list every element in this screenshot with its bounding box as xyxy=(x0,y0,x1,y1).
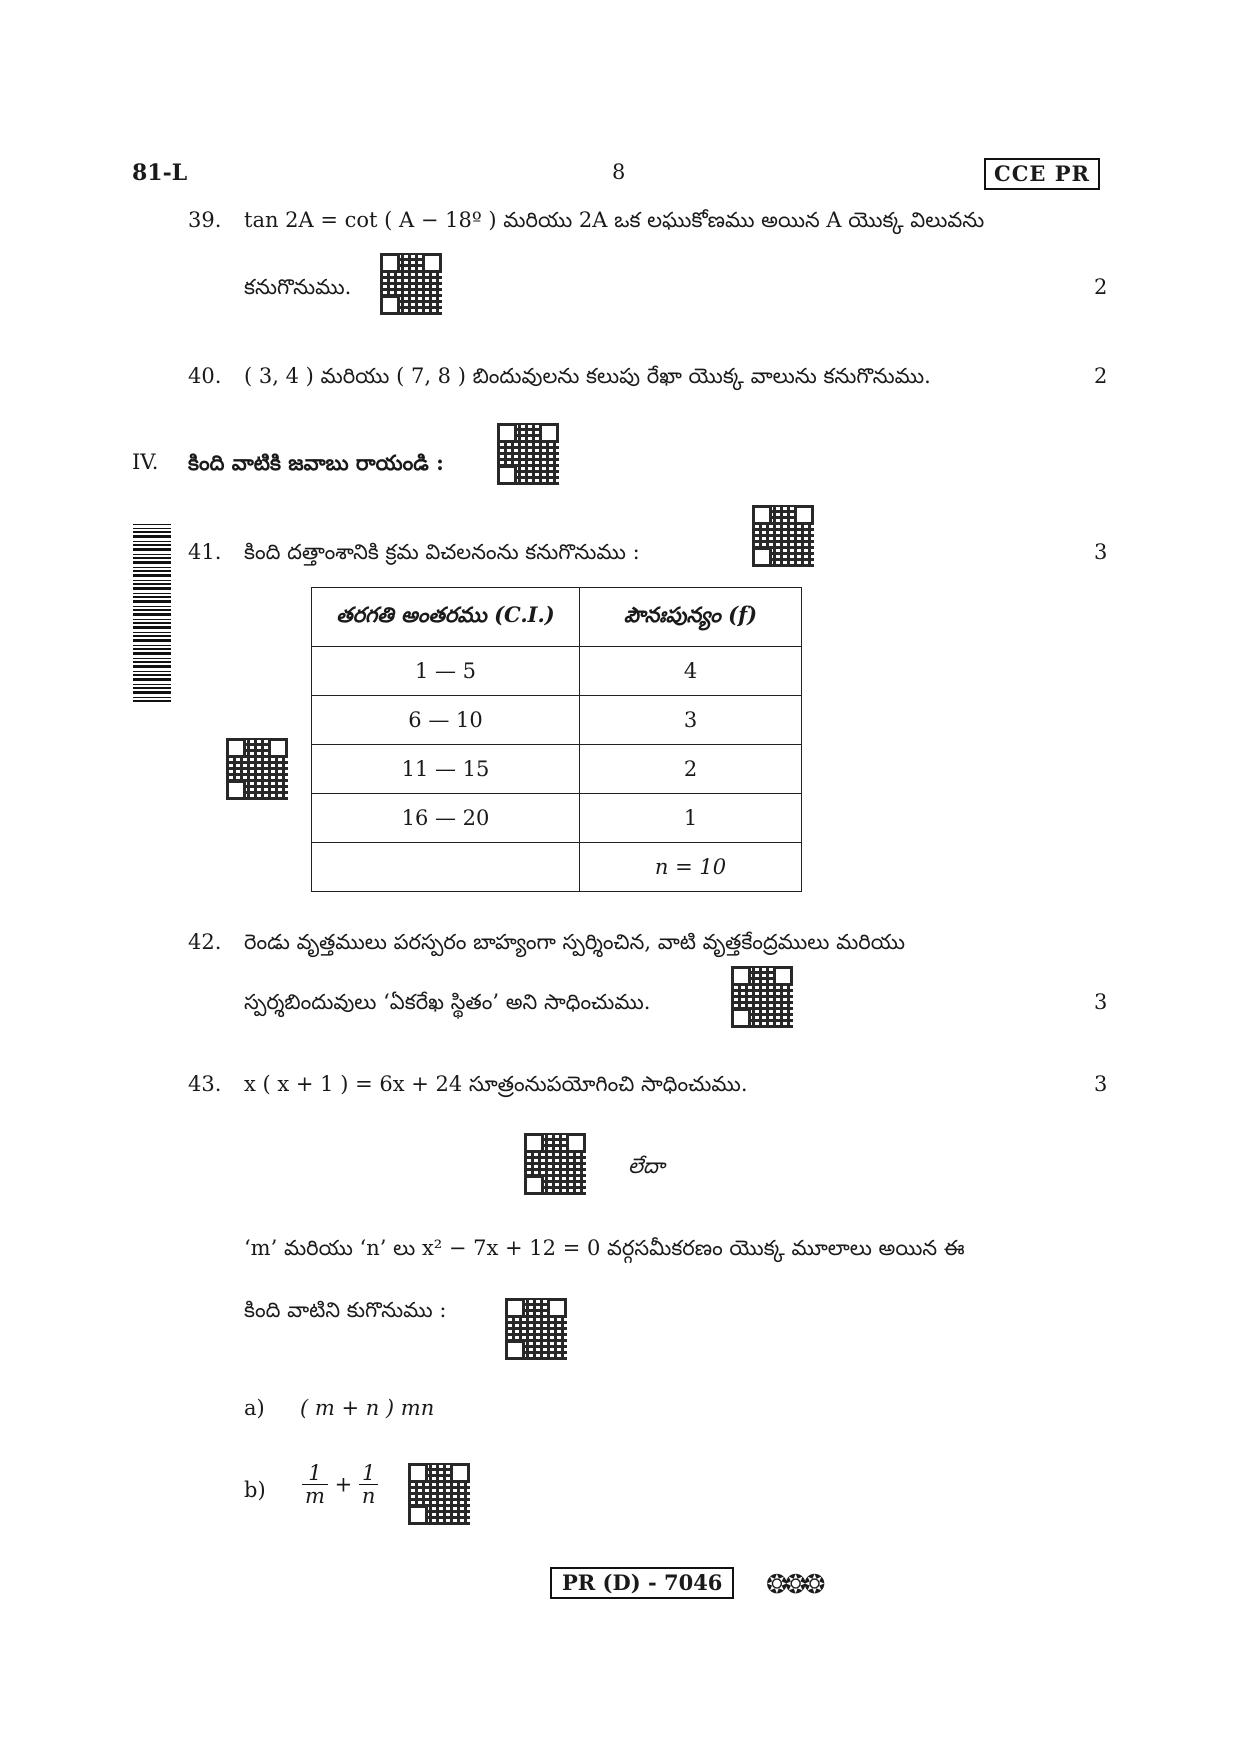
table-row xyxy=(312,745,802,794)
table-row xyxy=(312,794,802,843)
question-39-number: 39. xyxy=(188,208,222,232)
table-cell: 11 — 15 xyxy=(312,745,580,794)
exam-label-box: CCE PR xyxy=(984,158,1100,190)
question-42-text-line1: రెండు వృత్తములు పరస్పరం బాహ్యంగా స్పర్శించిన, వాటి వృత్తకేంద్రములు మరియు xyxy=(244,930,906,954)
table-cell: 3 xyxy=(580,696,802,745)
question-40-marks: 2 xyxy=(1094,364,1108,388)
table-cell-total: n = 10 xyxy=(580,843,802,892)
question-43-number: 43. xyxy=(188,1072,222,1096)
question-43-marks: 3 xyxy=(1094,1072,1108,1096)
table-cell: 6 — 10 xyxy=(312,696,580,745)
section-heading: కింది వాటికి జవాబు రాయండి : xyxy=(188,450,444,475)
question-41-text: కింది దత్తాంశానికి క్రమ విచలనంను కనుగొనుము : xyxy=(244,540,640,564)
table-header-row xyxy=(312,588,802,647)
fraction-denominator: m xyxy=(305,1484,325,1508)
table-row xyxy=(312,696,802,745)
question-43-alt-line1: ‘m’ మరియు ‘n’ లు x² − 7x + 12 = 0 వర్గసమీకరణం యొక్క మూలాలు అయిన ఈ xyxy=(244,1236,965,1260)
table-cell: 1 — 5 xyxy=(312,647,580,696)
table-cell: 16 — 20 xyxy=(312,794,580,843)
question-43-text: x ( x + 1 ) = 6x + 24 సూత్రంనుపయోగించి సాధించుము. xyxy=(244,1072,748,1096)
question-42-number: 42. xyxy=(188,930,222,954)
question-43-alt-line2: కింది వాటిని కుగొనుము : xyxy=(244,1298,447,1322)
question-42-text-line2: స్పర్శబిందువులు ‘ఏకరేఖ స్థితం’ అని సాధించుము. xyxy=(244,990,651,1014)
question-42-marks: 3 xyxy=(1094,990,1108,1014)
part-b-expression xyxy=(302,1462,378,1507)
qr-code-icon xyxy=(226,738,288,800)
barcode-icon xyxy=(133,524,171,702)
question-41-number: 41. xyxy=(188,540,222,564)
table-row xyxy=(312,843,802,892)
section-number: IV. xyxy=(132,450,159,474)
page-number: 8 xyxy=(612,160,626,184)
fraction-numerator: 1 xyxy=(359,1462,379,1485)
qr-code-icon xyxy=(731,966,793,1028)
question-39-text-line2: కనుగొనుము. xyxy=(244,275,352,299)
fraction xyxy=(302,1462,328,1507)
table-header-class-interval: తరగతి అంతరము (C.I.) xyxy=(312,588,580,647)
fraction xyxy=(359,1462,379,1507)
table-cell: 2 xyxy=(580,745,802,794)
qr-code-icon xyxy=(752,505,814,567)
paper-code: 81-L xyxy=(132,160,188,186)
part-a-label: a) xyxy=(244,1396,265,1420)
fraction-numerator: 1 xyxy=(302,1462,328,1485)
table-header-frequency: పౌనఃపున్యం (f) xyxy=(580,588,802,647)
question-41-marks: 3 xyxy=(1094,540,1108,564)
question-39-text-line1: tan 2A = cot ( A − 18º ) మరియు 2A ఒక లఘుకోణము అయిన A యొక్క విలువను xyxy=(244,208,985,232)
qr-code-icon xyxy=(380,253,442,315)
question-39-marks: 2 xyxy=(1094,275,1108,299)
qr-code-icon xyxy=(505,1298,567,1360)
or-label: లేదా xyxy=(628,1154,665,1178)
footer-ornament: ❂❂❂ xyxy=(766,1570,823,1600)
qr-code-icon xyxy=(408,1463,470,1525)
footer-code-box: PR (D) - 7046 xyxy=(550,1567,734,1599)
qr-code-icon xyxy=(497,423,559,485)
qr-code-icon xyxy=(524,1133,586,1195)
part-b-label: b) xyxy=(244,1478,266,1502)
table-row xyxy=(312,647,802,696)
part-a-expression: ( m + n ) mn xyxy=(300,1396,435,1420)
frequency-table xyxy=(311,587,802,892)
plus-sign: + xyxy=(334,1472,353,1497)
fraction-denominator: n xyxy=(361,1484,376,1508)
question-40-number: 40. xyxy=(188,364,222,388)
table-cell xyxy=(312,843,580,892)
table-cell: 4 xyxy=(580,647,802,696)
table-cell: 1 xyxy=(580,794,802,843)
question-40-text: ( 3, 4 ) మరియు ( 7, 8 ) బిందువులను కలుపు రేఖా యొక్క వాలును కనుగొనుము. xyxy=(244,364,931,388)
